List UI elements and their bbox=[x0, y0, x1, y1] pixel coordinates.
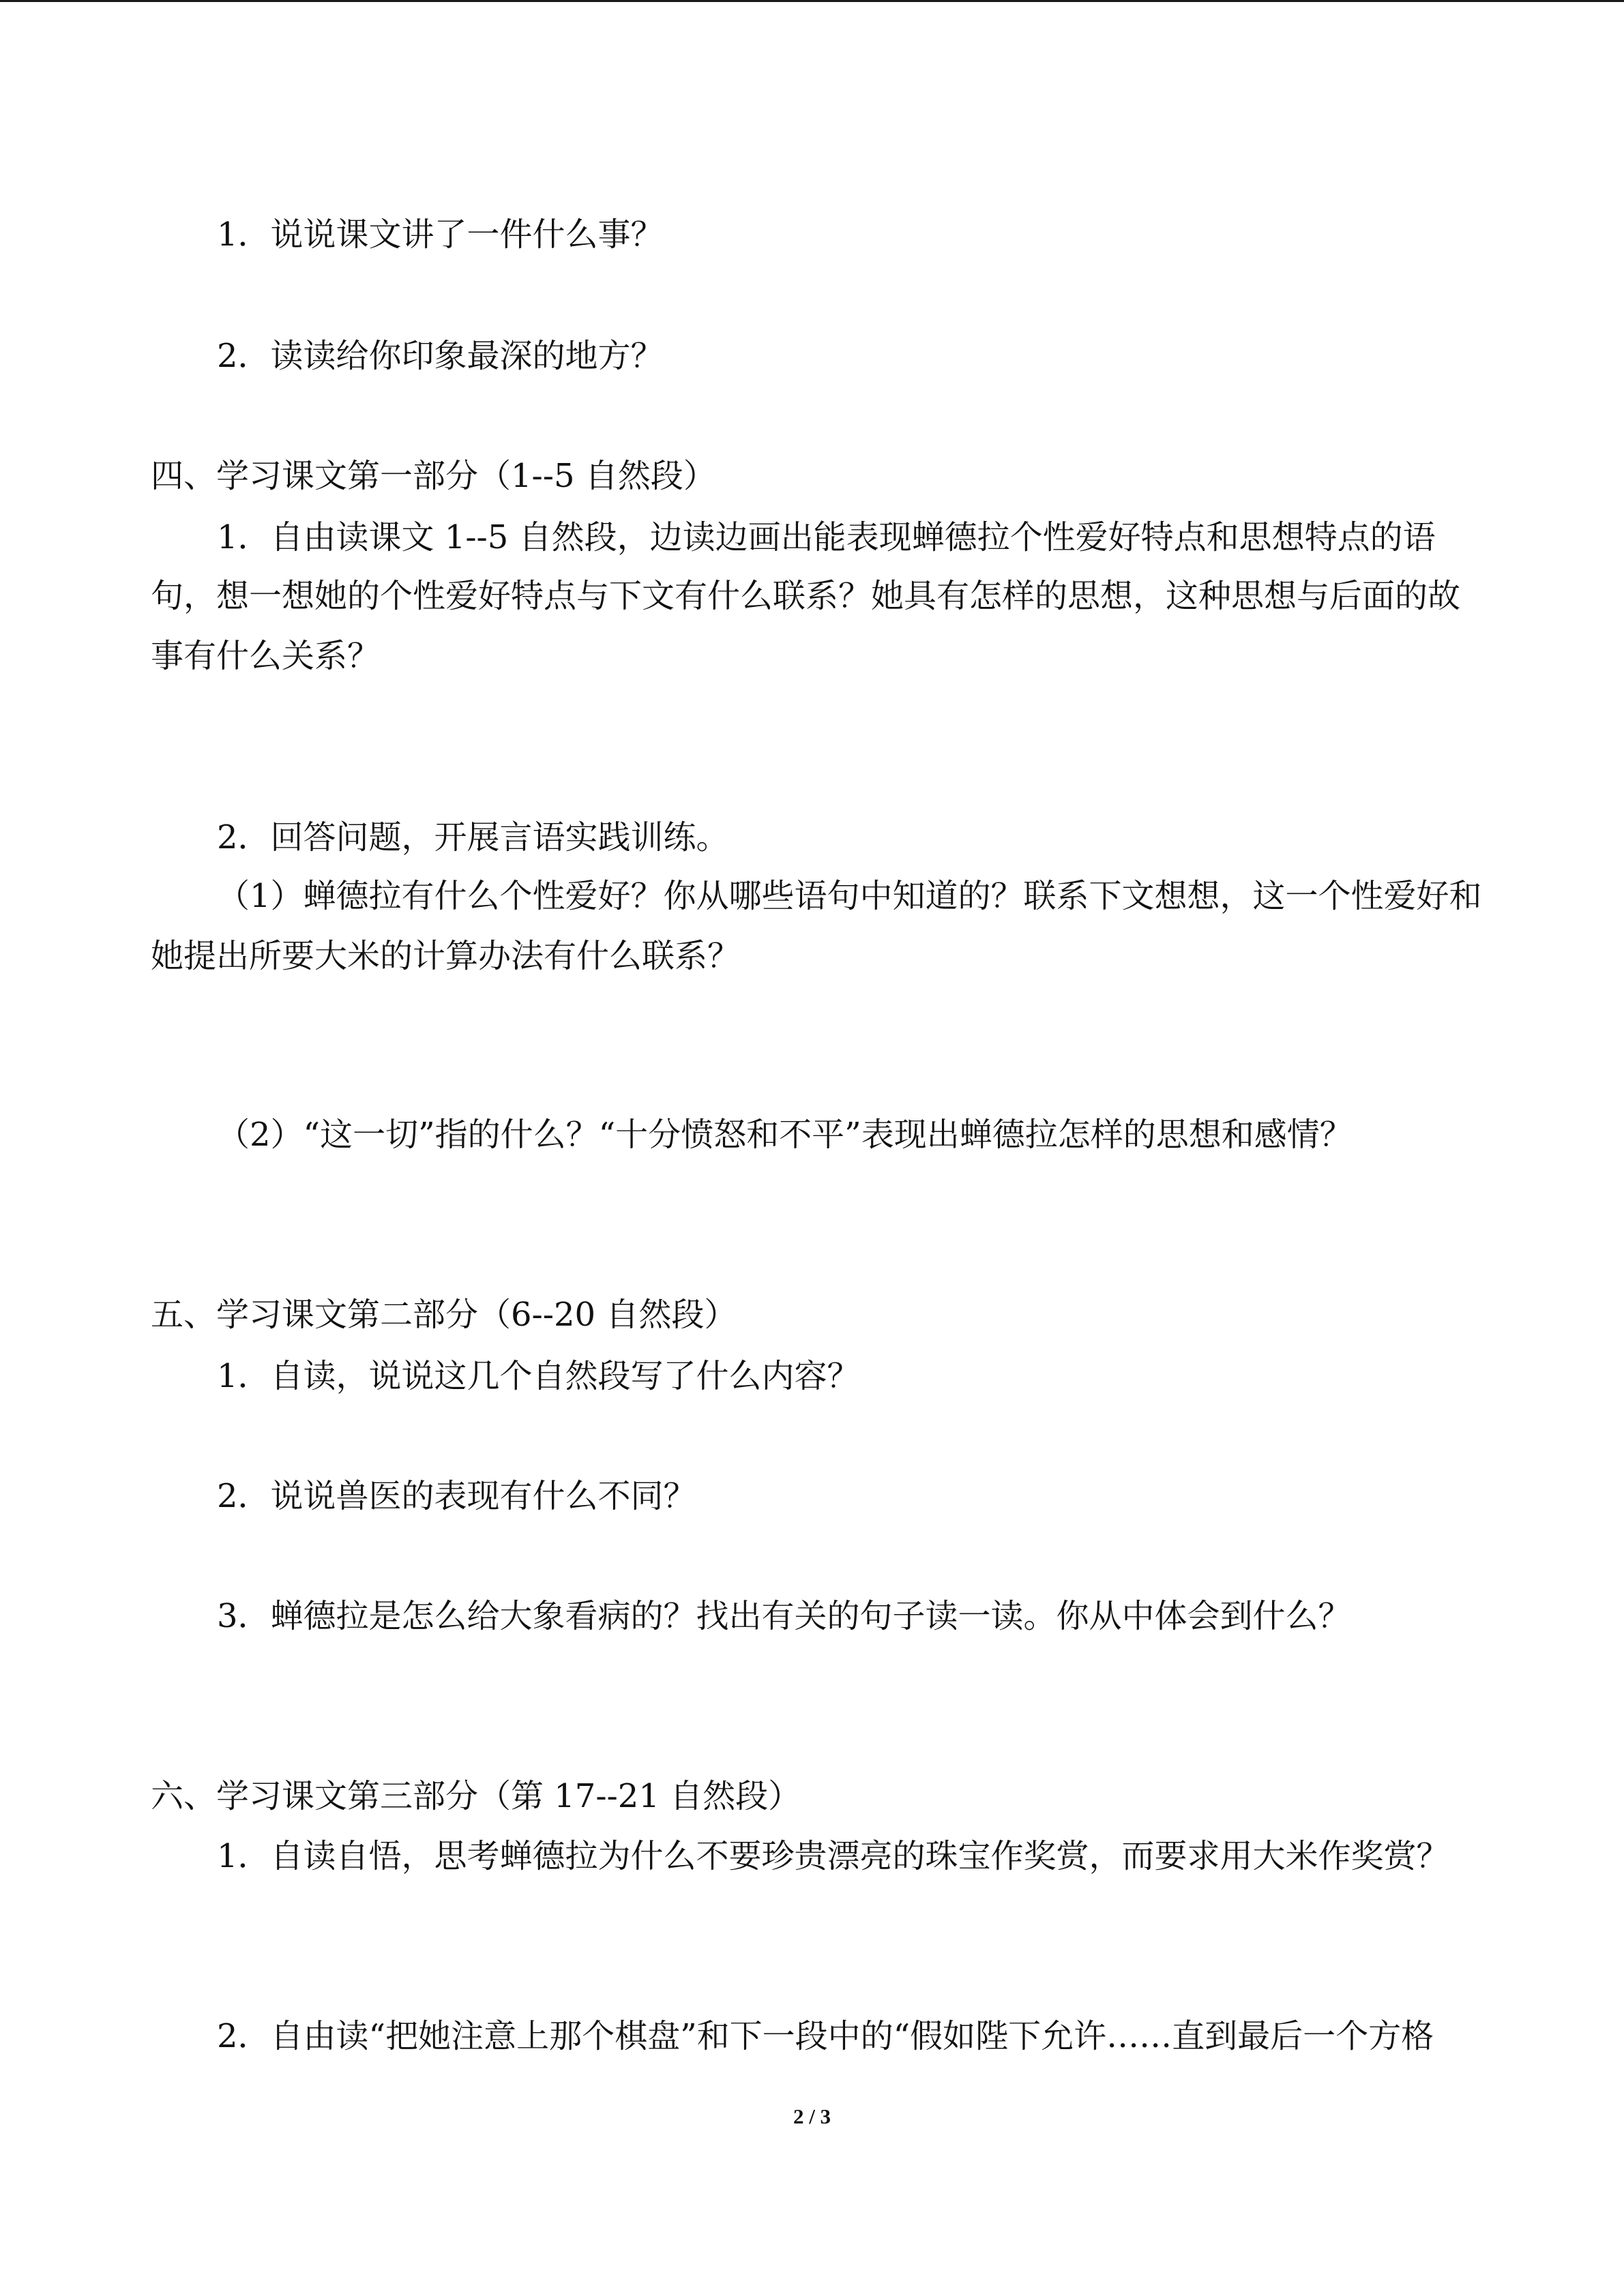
section-6-heading: 六、学习课文第三部分（第 17--21 自然段） bbox=[151, 1777, 801, 1815]
intro-question-2: 2．读读给你印象最深的地方？ bbox=[217, 337, 664, 375]
section-4-subquestion-2: （2）“这一切”指的什么？“十分愤怒和不平”表现出蝉德拉怎样的思想和感情？ bbox=[217, 1116, 1353, 1154]
section-5-question-3: 3．蝉德拉是怎么给大象看病的？找出有关的句子读一读。你从中体会到什么？ bbox=[217, 1597, 1351, 1635]
section-6-question-1: 1．自读自悟，思考蝉德拉为什么不要珍贵漂亮的珠宝作奖赏，而要求用大米作奖赏？ bbox=[217, 1837, 1449, 1875]
section-4-subquestion-1-line: 她提出所要大米的计算办法有什么联系？ bbox=[151, 937, 741, 975]
section-6-question-2: 2．自由读“把她注意上那个棋盘”和下一段中的“假如陛下允许……直到最后一个方格 bbox=[217, 2017, 1434, 2055]
section-5-heading: 五、学习课文第二部分（6--20 自然段） bbox=[151, 1296, 737, 1334]
section-4-subquestion-1-line: （1）蝉德拉有什么个性爱好？你从哪些语句中知道的？联系下文想想，这一个性爱好和 bbox=[217, 877, 1482, 915]
section-4-question-1-line: 1．自由读课文 1--5 自然段，边读边画出能表现蝉德拉个性爱好特点和思想特点的语 bbox=[217, 518, 1436, 556]
page-top-border bbox=[0, 0, 1624, 2]
section-4-question-1-line: 事有什么关系？ bbox=[151, 637, 381, 675]
intro-question-1: 1．说说课文讲了一件什么事？ bbox=[217, 215, 664, 254]
section-4-question-2: 2．回答问题，开展言语实践训练。 bbox=[217, 818, 729, 856]
section-4-question-1-line: 句，想一想她的个性爱好特点与下文有什么联系？她具有怎样的思想，这种思想与后面的故 bbox=[151, 577, 1461, 615]
section-5-question-2: 2．说说兽医的表现有什么不同？ bbox=[217, 1477, 696, 1515]
page-number: 2 / 3 bbox=[793, 2104, 831, 2128]
section-5-question-1: 1．自读，说说这几个自然段写了什么内容？ bbox=[217, 1357, 860, 1395]
section-4-heading: 四、学习课文第一部分（1--5 自然段） bbox=[151, 457, 716, 495]
